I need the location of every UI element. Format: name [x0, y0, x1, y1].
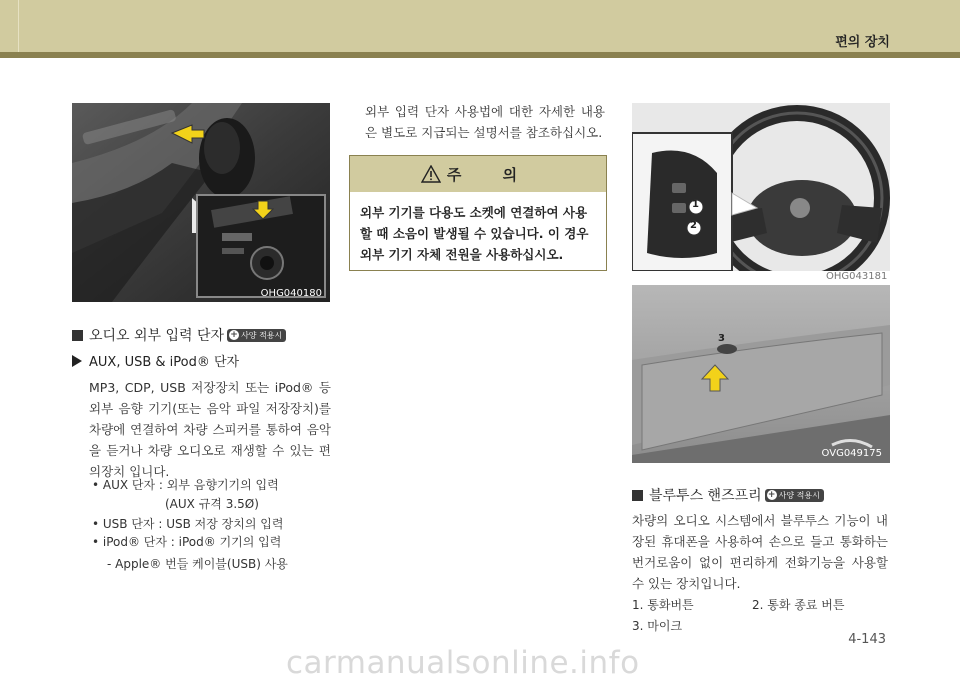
- square-bullet-icon: [72, 330, 83, 341]
- section-title-bluetooth: 블루투스 핸즈프리 + 사양 적용시: [632, 485, 824, 505]
- photo-code: OHG043181: [826, 271, 888, 282]
- external-note: 외부 입력 단자 사용법에 대한 자세한 내용은 별도로 지급되는 설명서를 참조하십시오.: [365, 104, 605, 140]
- caution-box: [349, 155, 607, 271]
- item-call-button: 1. 통화버튼: [632, 598, 694, 612]
- callout-1: 1: [692, 199, 699, 210]
- caution-header: [350, 156, 606, 192]
- square-bullet-icon: [632, 490, 643, 501]
- section-title-audio: 오디오 외부 입력 단자 + 사양 적용시: [72, 325, 286, 345]
- callout-2: 2: [690, 220, 697, 231]
- audio-description: MP3, CDP, USB 저장장치 또는 iPod® 등 외부 음향 기기(또는 음악 파일 저장장치)를 차량에 연결하여 차량 스피커를 통하여 음악을 듣거나 차량 오디오로 재생할 수 있는 편의장치 입니다.: [89, 380, 331, 479]
- subtitle-ports: AUX, USB & iPod® 단자: [72, 351, 239, 370]
- bullet-aux-spec: (AUX 규격 3.5Ø): [165, 497, 259, 511]
- option-badge: + 사양 적용시: [227, 329, 286, 342]
- console-photo: [72, 103, 330, 302]
- header-divider: [18, 0, 19, 52]
- photo-code: OVG049175: [821, 448, 882, 459]
- page-number: 4-143: [848, 632, 886, 647]
- plus-icon: +: [230, 330, 238, 340]
- bullet-usb: • USB 단자 : USB 저장 장치의 입력: [92, 517, 284, 531]
- header-bar: [0, 52, 960, 58]
- option-badge: + 사양 적용시: [765, 489, 824, 502]
- bullet-ipod: • iPod® 단자 : iPod® 기기의 입력: [92, 535, 282, 549]
- callout-3: 3: [718, 333, 725, 344]
- bullet-apple: - Apple® 번들 케이블(USB) 사용: [107, 557, 288, 571]
- visor-photo: [632, 285, 890, 463]
- caution-text: 외부 기기를 다용도 소켓에 연결하여 사용할 때 소음이 발생될 수 있습니다. 이 경우 외부 기기 자체 전원을 사용하십시오.: [360, 205, 589, 262]
- item-microphone: 3. 마이크: [632, 619, 683, 633]
- header-band: [0, 0, 960, 52]
- caution-title: 주 의: [446, 165, 536, 184]
- warning-icon: [421, 165, 441, 183]
- bluetooth-description: 차량의 오디오 시스템에서 블루투스 기능이 내장된 휴대폰을 사용하여 손으로 들고 통화하는 번거로움이 없이 편리하게 전화기능을 사용할 수 있는 장치입니다.: [632, 513, 888, 591]
- page-title: 편의 장치: [835, 35, 890, 50]
- plus-icon: +: [767, 490, 776, 500]
- photo-code: OHG040180: [260, 288, 322, 299]
- item-end-call-button: 2. 통화 종료 버튼: [752, 598, 845, 612]
- bullet-aux: • AUX 단자 : 외부 음향기기의 입력: [92, 478, 279, 492]
- triangle-bullet-icon: [72, 355, 82, 367]
- steering-photo: [632, 103, 890, 271]
- watermark: carmanualsonline.info: [286, 645, 640, 681]
